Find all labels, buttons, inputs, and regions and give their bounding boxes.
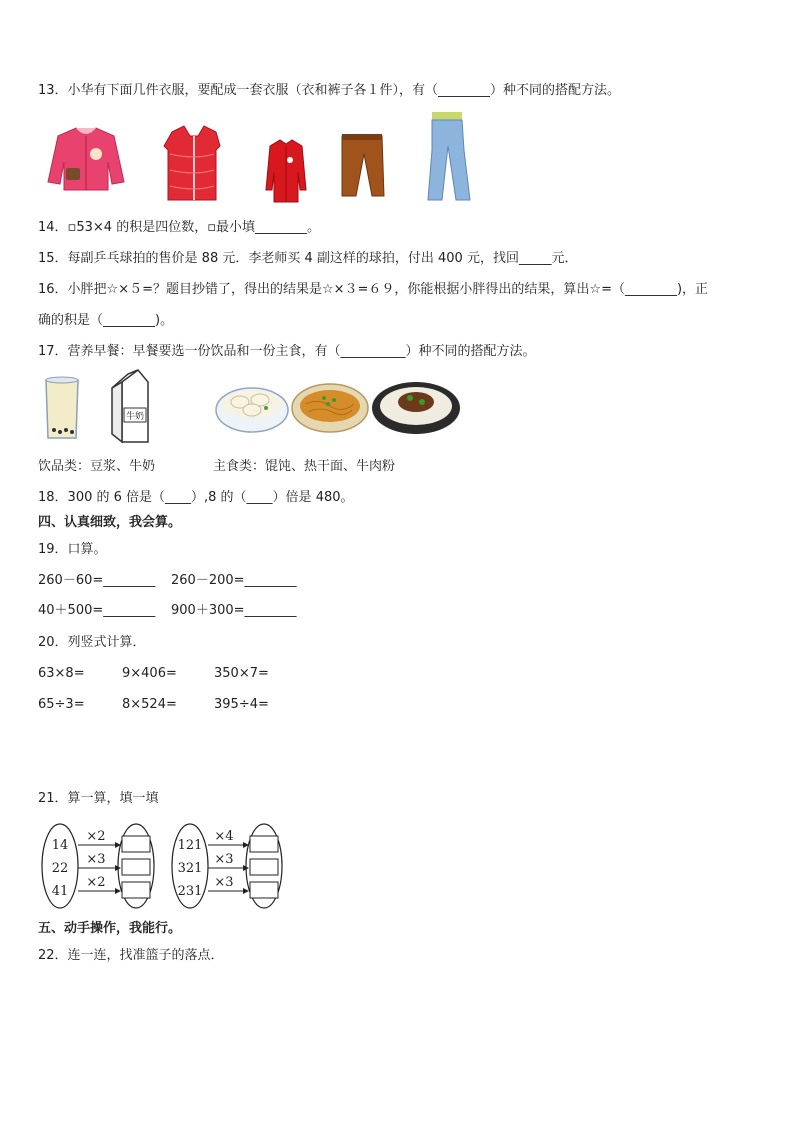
right-op-2: ×3 <box>214 852 234 867</box>
section4-title: 四、认真细致，我会算。 <box>38 515 182 530</box>
left-number-2: 22 <box>51 861 69 876</box>
q19-title: 19．口算。 <box>38 542 107 557</box>
right-number-2: 321 <box>177 861 203 876</box>
q22-text: 22．连一连，找准篮子的落点． <box>38 948 224 963</box>
left-op-2: ×3 <box>86 852 106 867</box>
right-op-1: ×4 <box>214 829 234 844</box>
q20-item-4: 65÷3= <box>38 697 85 712</box>
answer-box[interactable] <box>122 882 150 898</box>
q16-line2: 确的积是（________)。 <box>38 313 174 328</box>
red-vest-icon <box>164 126 220 200</box>
q20-item-3: 350×7= <box>214 666 269 681</box>
answer-box[interactable] <box>250 859 278 875</box>
q18-text: 18．300 的 6 倍是（____）,8 的（____）倍是 480。 <box>38 490 354 505</box>
answer-box[interactable] <box>250 836 278 852</box>
q20-item-5: 8×524= <box>122 697 177 712</box>
left-number-3: 41 <box>51 884 69 899</box>
answer-box[interactable] <box>250 882 278 898</box>
q19-item-1: 260－60=________ <box>38 573 156 588</box>
left-number-1: 14 <box>51 838 69 853</box>
answer-box[interactable] <box>122 859 150 875</box>
red-coat-icon <box>266 140 306 202</box>
answer-box[interactable] <box>122 836 150 852</box>
brown-pants-icon <box>342 134 384 196</box>
right-number-1: 121 <box>177 838 203 853</box>
q16-line1: 16．小胖把☆×５=？题目抄错了，得出的结果是☆×３=６９，你能根据小胖得出的结果，算出☆=（________)，正 <box>38 282 709 297</box>
q20-item-2: 9×406= <box>122 666 177 681</box>
pink-jacket-icon <box>48 128 124 190</box>
blue-jeans-icon <box>428 112 470 200</box>
breakfast-illustration <box>38 368 468 444</box>
q20-item-6: 395÷4= <box>214 697 269 712</box>
q13-text: 13．小华有下面几件衣服，要配成一套衣服（衣和裤子各１件），有（________）种不同的搭配方法。 <box>38 83 621 98</box>
section5-title: 五、动手操作，我能行。 <box>38 921 182 936</box>
beef-noodle-icon <box>372 382 460 434</box>
q19-item-2: 260－200=________ <box>171 573 297 588</box>
left-op-3: ×2 <box>86 875 106 890</box>
clothes-illustration <box>38 110 478 206</box>
q15-text: 15．每副乒乓球拍的售价是 88 元．李老师买 4 副这样的球拍，付出 400 元，找回_____元． <box>38 251 578 266</box>
q19-item-3: 40＋500=________ <box>38 603 156 618</box>
right-op-3: ×3 <box>214 875 234 890</box>
left-op-1: ×2 <box>86 829 106 844</box>
wonton-bowl-icon <box>216 388 288 432</box>
right-number-3: 231 <box>177 884 203 899</box>
q19-item-4: 900＋300=________ <box>171 603 297 618</box>
q17-text: 17．营养早餐：早餐要选一份饮品和一份主食，有（__________）种不同的搭配方法。 <box>38 344 536 359</box>
q17-drinks: 饮品类：豆浆、牛奶 <box>38 459 156 474</box>
q21-title: 21．算一算，填一填 <box>38 791 159 806</box>
milk-carton-label: 牛奶 <box>125 412 145 422</box>
q21-diagram <box>38 820 300 914</box>
q20-title: 20．列竖式计算． <box>38 635 146 650</box>
milk-carton-icon <box>112 370 148 442</box>
soy-milk-glass-icon <box>46 377 78 438</box>
hot-dry-noodles-icon <box>292 384 368 432</box>
q14-text: 14．▫53×4 的积是四位数，▫最小填________。 <box>38 220 321 235</box>
q20-item-1: 63×8= <box>38 666 85 681</box>
q17-staples: 主食类：馄饨、热干面、牛肉粉 <box>213 459 396 474</box>
